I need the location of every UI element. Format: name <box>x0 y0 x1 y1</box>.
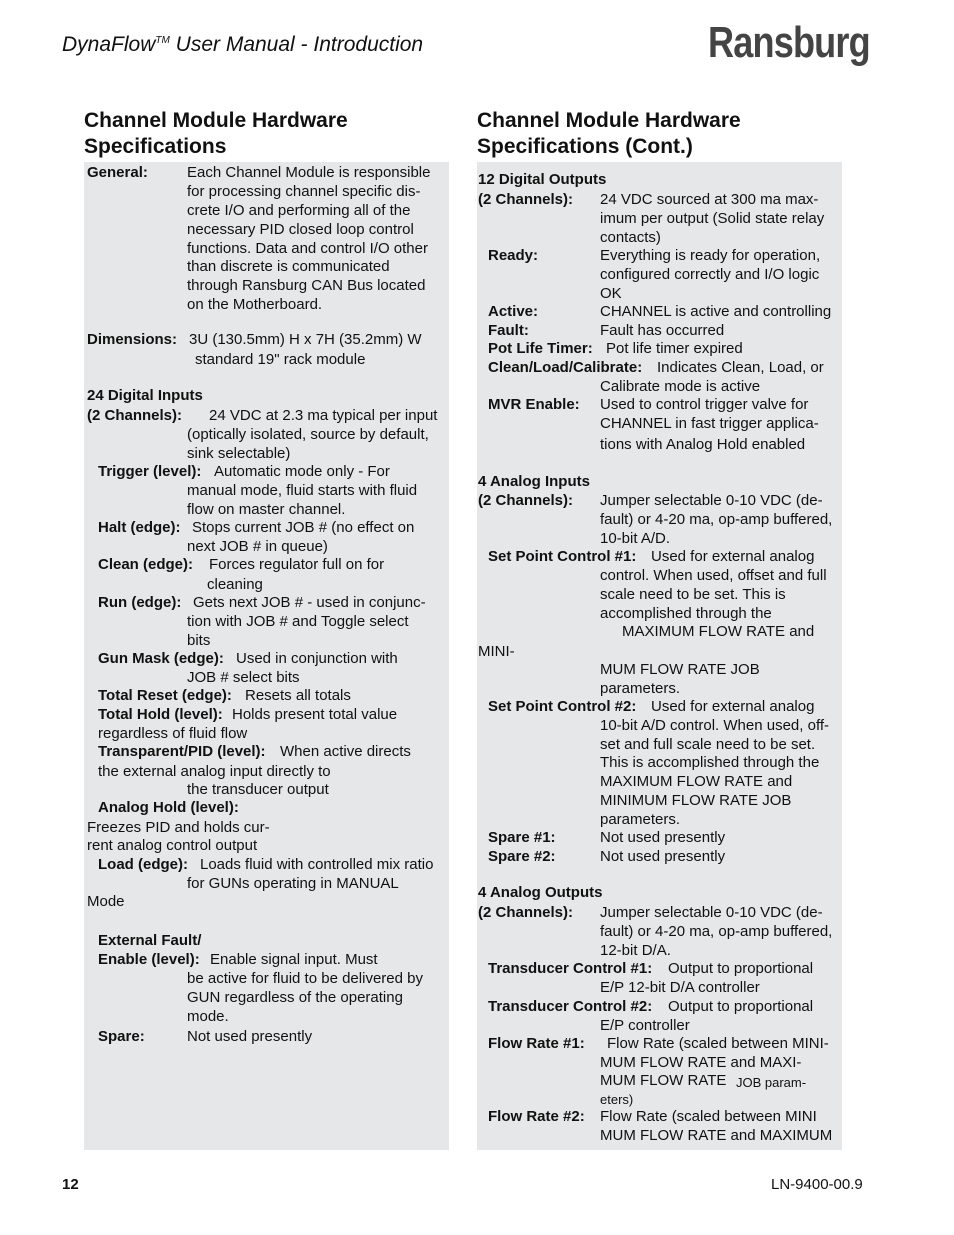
spec-label: Load (edge): <box>98 856 188 873</box>
spec-text: 12-bit D/A. <box>600 942 671 959</box>
spec-label: Run (edge): <box>98 594 182 611</box>
spec-text: necessary PID closed loop control <box>187 221 414 238</box>
spec-label: Set Point Control #1: <box>488 548 637 565</box>
spec-text: through Ransburg CAN Bus located <box>187 277 426 294</box>
spec-text: Used for external analog <box>651 548 815 565</box>
spec-label: Set Point Control #2: <box>488 698 637 715</box>
spec-label: General: <box>87 164 148 181</box>
spec-label: 4 Analog Outputs <box>478 884 603 901</box>
spec-text: regardless of fluid flow <box>98 725 248 742</box>
spec-label: Total Hold (level): <box>98 706 223 723</box>
spec-text: Output to proportional <box>668 960 814 977</box>
spec-label: (2 Channels): <box>478 904 574 921</box>
spec-label: Dimensions: <box>87 331 178 348</box>
ransburg-logo: Ransburg <box>708 18 870 67</box>
spec-label: (2 Channels): <box>87 407 183 424</box>
spec-label: Pot Life Timer: <box>488 340 593 357</box>
spec-label: (2 Channels): <box>478 191 574 208</box>
spec-text: parameters. <box>600 811 681 828</box>
spec-text: CHANNEL in fast trigger applica- <box>600 415 819 432</box>
spec-text: Pot life timer expired <box>606 340 743 357</box>
spec-text: Jumper selectable 0-10 VDC (de- <box>600 904 823 921</box>
spec-text: 24 VDC at 2.3 ma typical per input <box>209 407 438 424</box>
spec-text: mode. <box>187 1008 229 1025</box>
spec-text: Fault has occurred <box>600 322 725 339</box>
spec-text: control. When used, offset and full <box>600 567 827 584</box>
spec-text: GUN regardless of the operating <box>187 989 403 1006</box>
spec-text: sink selectable) <box>187 445 291 462</box>
spec-label: Spare: <box>98 1028 145 1045</box>
spec-text: functions. Data and control I/O other <box>187 240 428 257</box>
spec-label: External Fault/ <box>98 932 202 949</box>
spec-label: MVR Enable: <box>488 396 580 413</box>
spec-text: tions with Analog Hold enabled <box>600 436 806 453</box>
spec-text: 3U (130.5mm) H x 7H (35.2mm) W <box>189 331 422 348</box>
spec-text: Jumper selectable 0-10 VDC (de- <box>600 492 823 509</box>
spec-text: the transducer output <box>187 781 329 798</box>
spec-label: Transducer Control #2: <box>488 998 653 1015</box>
spec-text: MAXIMUM FLOW RATE and <box>600 773 793 790</box>
spec-text: Flow Rate (scaled between MINI- <box>607 1035 829 1052</box>
spec-text: When active directs <box>280 743 411 760</box>
spec-text: MAXIMUM FLOW RATE and <box>622 623 815 640</box>
spec-text: Loads fluid with controlled mix ratio <box>200 856 434 873</box>
spec-label: Clean/Load/Calibrate: <box>488 359 643 376</box>
spec-label: Spare #2: <box>488 848 556 865</box>
spec-label: Total Reset (edge): <box>98 687 232 704</box>
spec-text: Forces regulator full on for <box>209 556 385 573</box>
spec-text: Gets next JOB # - used in conjunc- <box>193 594 426 611</box>
spec-text: Used in conjunction with <box>236 650 398 667</box>
spec-label: Clean (edge): <box>98 556 194 573</box>
spec-text: MUM FLOW RATE and MAXIMUM <box>600 1127 833 1144</box>
spec-text: 24 VDC sourced at 300 ma max- <box>600 191 819 208</box>
spec-text: manual mode, fluid starts with fluid <box>187 482 418 499</box>
spec-text: Used to control trigger valve for <box>600 396 809 413</box>
spec-text: eters) <box>600 1092 634 1107</box>
spec-label: Halt (edge): <box>98 519 181 536</box>
spec-text: than discrete is communicated <box>187 258 390 275</box>
spec-label: Fault: <box>488 322 529 339</box>
spec-text: Automatic mode only - For <box>214 463 390 480</box>
spec-label: Active: <box>488 303 539 320</box>
spec-text: E/P controller <box>600 1017 690 1034</box>
spec-text: Calibrate mode is active <box>600 378 761 395</box>
spec-label: Analog Hold (level): <box>98 799 239 816</box>
spec-text: CHANNEL is active and controlling <box>600 303 832 320</box>
spec-text: JOB param- <box>736 1075 807 1090</box>
spec-label: (2 Channels): <box>478 492 574 509</box>
spec-text: Enable signal input. Must <box>210 951 378 968</box>
spec-text: for processing channel specific dis- <box>187 183 421 200</box>
left-section-title: Channel Module Hardware Specifications <box>84 109 348 158</box>
spec-text: on the Motherboard. <box>187 296 323 313</box>
spec-text: Output to proportional <box>668 998 814 1015</box>
spec-label: Trigger (level): <box>98 463 202 480</box>
spec-label: Transparent/PID (level): <box>98 743 266 760</box>
spec-label: Transducer Control #1: <box>488 960 653 977</box>
spec-text: MINI- <box>478 643 515 660</box>
spec-text: Resets all totals <box>245 687 351 704</box>
spec-text: JOB # select bits <box>187 669 300 686</box>
spec-text: accomplished through the <box>600 605 772 622</box>
spec-text: E/P 12-bit D/A controller <box>600 979 760 996</box>
spec-text: for GUNs operating in MANUAL <box>187 875 399 892</box>
spec-label: Flow Rate #2: <box>488 1108 585 1125</box>
spec-text: imum per output (Solid state relay <box>600 210 825 227</box>
spec-label: 4 Analog Inputs <box>478 473 590 490</box>
spec-text: flow on master channel. <box>187 501 346 518</box>
page-number: 12 <box>62 1176 79 1193</box>
spec-text: Mode <box>87 893 125 910</box>
spec-text: tion with JOB # and Toggle select <box>187 613 409 630</box>
spec-label: 24 Digital Inputs <box>87 387 203 404</box>
spec-text: cleaning <box>207 576 263 593</box>
spec-label: 12 Digital Outputs <box>478 171 607 188</box>
spec-label: Gun Mask (edge): <box>98 650 224 667</box>
spec-text: Used for external analog <box>651 698 815 715</box>
spec-label: Enable (level): <box>98 951 200 968</box>
document-number: LN-9400-00.9 <box>771 1176 863 1193</box>
spec-text: MUM FLOW RATE JOB <box>600 661 760 678</box>
spec-text: scale need to be set. This is <box>600 586 786 603</box>
spec-text: parameters. <box>600 680 681 697</box>
spec-text: configured correctly and I/O logic <box>600 266 820 283</box>
spec-text: be active for fluid to be delivered by <box>187 970 423 987</box>
spec-text: set and full scale need to be set. <box>600 736 816 753</box>
spec-label: Spare #1: <box>488 829 556 846</box>
spec-text: Not used presently <box>600 829 726 846</box>
spec-text: rent analog control output <box>87 837 258 854</box>
spec-text: Not used presently <box>600 848 726 865</box>
spec-text: MINIMUM FLOW RATE JOB <box>600 792 792 809</box>
spec-text: MUM FLOW RATE and MAXI- <box>600 1054 802 1071</box>
spec-text: fault) or 4-20 ma, op-amp buffered, <box>600 511 833 528</box>
spec-text: Not used presently <box>187 1028 313 1045</box>
right-section-title: Channel Module Hardware Specifications (Cont.) <box>477 109 741 158</box>
document-header-title: DynaFlow™ User Manual - Introduction <box>62 33 424 56</box>
spec-text: standard 19" rack module <box>195 351 366 368</box>
spec-text: crete I/O and performing all of the <box>187 202 411 219</box>
spec-text: Everything is ready for operation, <box>600 247 821 264</box>
spec-text: Holds present total value <box>232 706 398 723</box>
spec-text: Each Channel Module is responsible <box>187 164 431 181</box>
spec-text: MUM FLOW RATE <box>600 1072 727 1089</box>
spec-text: Flow Rate (scaled between MINI <box>600 1108 817 1125</box>
spec-text: the external analog input directly to <box>98 763 331 780</box>
spec-text: contacts) <box>600 229 661 246</box>
spec-text: This is accomplished through the <box>600 754 820 771</box>
spec-text: OK <box>600 285 622 302</box>
spec-text: Freezes PID and holds cur- <box>87 819 270 836</box>
spec-text: (optically isolated, source by default, <box>187 426 429 443</box>
spec-text: 10-bit A/D control. When used, off- <box>600 717 830 734</box>
spec-text: fault) or 4-20 ma, op-amp buffered, <box>600 923 833 940</box>
spec-text: next JOB # in queue) <box>187 538 328 555</box>
trademark-mark: TM <box>155 35 170 46</box>
spec-text: Indicates Clean, Load, or <box>657 359 824 376</box>
spec-text: bits <box>187 632 211 649</box>
spec-label: Flow Rate #1: <box>488 1035 585 1052</box>
spec-text: Stops current JOB # (no effect on <box>192 519 415 536</box>
spec-text: 10-bit A/D. <box>600 530 671 547</box>
spec-label: Ready: <box>488 247 539 264</box>
